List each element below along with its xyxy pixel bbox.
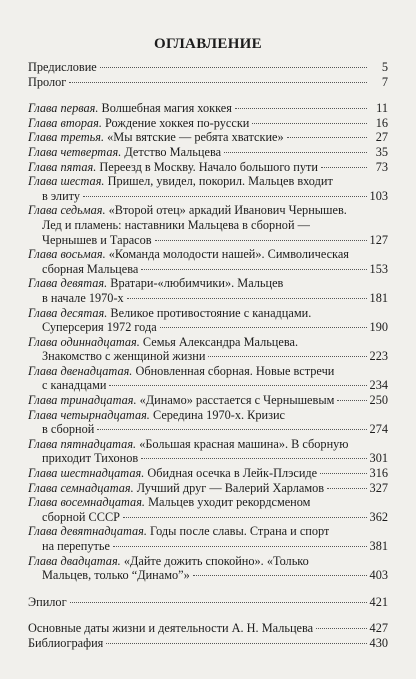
chapter-entry[interactable] bbox=[28, 101, 388, 116]
chapter-line bbox=[28, 189, 388, 204]
dot-leader bbox=[160, 327, 367, 328]
chapter-line bbox=[28, 145, 388, 160]
chapter-entry[interactable] bbox=[28, 145, 388, 160]
chapter-text bbox=[28, 335, 298, 350]
front-matter bbox=[28, 60, 388, 89]
page-number: 35 bbox=[375, 144, 388, 159]
chapter-label: Глава пятнадцатая. bbox=[28, 436, 137, 451]
chapter-text: Лед и пламень: наставники Мальцева в сборной — bbox=[42, 217, 310, 232]
dot-leader bbox=[235, 108, 367, 109]
dot-leader bbox=[141, 269, 366, 270]
chapter-title: «Команда молодости нашей». Символическая bbox=[108, 247, 349, 262]
chapter-title: «Мы вятские — ребята хватские» bbox=[107, 130, 284, 145]
dot-leader bbox=[123, 517, 367, 518]
chapter-line bbox=[28, 320, 388, 335]
dot-leader bbox=[83, 196, 367, 197]
chapter-text: Мальцев, только “Динамо”» bbox=[42, 568, 190, 583]
chapter-title: «Динамо» расстается с Чернышевым bbox=[139, 393, 335, 408]
chapter-title: «Большая красная машина». В сборную bbox=[139, 436, 349, 451]
page-number: 430 bbox=[369, 635, 388, 650]
chapter-label: Глава третья. bbox=[28, 130, 105, 145]
chapter-entry[interactable] bbox=[28, 481, 388, 496]
chapter-entry[interactable] bbox=[28, 276, 388, 305]
chapter-title: Вратари-«любимчики». Мальцев bbox=[110, 276, 284, 291]
chapter-entry[interactable] bbox=[28, 554, 388, 583]
chapter-label: Глава семнадцатая. bbox=[28, 480, 134, 495]
page-number: 73 bbox=[375, 159, 388, 174]
chapter-label: Глава тринадцатая. bbox=[28, 393, 137, 408]
chapter-label: Глава восемнадцатая. bbox=[28, 495, 145, 510]
chapter-text bbox=[28, 393, 334, 408]
chapter-line bbox=[28, 306, 388, 321]
dot-leader bbox=[97, 429, 366, 430]
chapter-title: Великое противостояние с канадцами. bbox=[110, 305, 312, 320]
chapter-text bbox=[28, 306, 311, 321]
chapter-text bbox=[28, 408, 285, 423]
chapter-line bbox=[28, 262, 388, 277]
entry-title: Пролог bbox=[28, 74, 67, 89]
toc-entry-dates[interactable] bbox=[28, 621, 388, 636]
chapter-entry[interactable] bbox=[28, 524, 388, 553]
chapter-label: Глава двенадцатая. bbox=[28, 363, 133, 378]
toc-title: ОГЛАВЛЕНИЕ bbox=[154, 36, 262, 52]
chapter-line bbox=[28, 554, 388, 569]
chapter-text bbox=[28, 495, 310, 510]
chapter-line bbox=[28, 510, 388, 525]
chapter-label: Глава шестая. bbox=[28, 174, 105, 189]
chapter-label: Глава девятнадцатая. bbox=[28, 524, 147, 539]
page-number: 190 bbox=[369, 320, 388, 335]
dot-leader bbox=[337, 400, 366, 401]
dot-leader bbox=[113, 546, 367, 547]
chapter-entry[interactable] bbox=[28, 495, 388, 524]
chapter-label: Глава вторая. bbox=[28, 115, 102, 130]
chapter-title: Семья Александра Мальцева. bbox=[142, 334, 299, 349]
dot-leader bbox=[316, 628, 366, 629]
chapter-title: «Дайте дожить спокойно». «Только bbox=[123, 553, 309, 568]
page-number: 7 bbox=[381, 74, 388, 89]
dot-leader bbox=[321, 167, 367, 168]
chapter-entry[interactable] bbox=[28, 364, 388, 393]
chapter-line bbox=[28, 101, 388, 116]
chapter-text bbox=[28, 247, 349, 262]
chapter-line bbox=[28, 422, 388, 437]
page-number: 381 bbox=[369, 539, 388, 553]
chapter-label: Глава седьмая. bbox=[28, 203, 106, 218]
chapter-text bbox=[28, 364, 334, 379]
chapter-text: Знакомство с женщиной жизни bbox=[42, 349, 206, 364]
chapter-title: Обидная осечка в Лейк-Плэсиде bbox=[147, 466, 318, 481]
chapter-line bbox=[28, 349, 388, 364]
chapter-line bbox=[28, 116, 388, 131]
chapter-entry[interactable] bbox=[28, 130, 388, 145]
chapter-label: Глава четвертая. bbox=[28, 144, 122, 159]
chapter-entry[interactable] bbox=[28, 466, 388, 481]
chapter-title: Переезд в Москву. Начало большого пути bbox=[99, 159, 318, 174]
chapter-line bbox=[28, 364, 388, 379]
page-number: 127 bbox=[369, 232, 388, 247]
chapter-text: приходит Тихонов bbox=[42, 451, 139, 466]
chapter-text: в сборной bbox=[42, 422, 95, 437]
chapter-line bbox=[28, 393, 388, 408]
chapter-entry[interactable] bbox=[28, 203, 388, 247]
page-number: 223 bbox=[369, 349, 388, 364]
chapter-entry[interactable] bbox=[28, 247, 388, 276]
chapter-label: Глава двадцатая. bbox=[28, 553, 121, 568]
chapter-line bbox=[28, 437, 388, 452]
dot-leader bbox=[208, 356, 366, 357]
page-number: 153 bbox=[369, 261, 388, 276]
chapter-text: с канадцами bbox=[42, 378, 107, 393]
chapter-text: Чернышев и Тарасов bbox=[42, 232, 152, 247]
chapter-text: в элиту bbox=[42, 188, 81, 203]
chapter-line bbox=[28, 130, 388, 145]
chapter-text bbox=[28, 524, 329, 539]
chapter-title: Середина 1970-х. Кризис bbox=[152, 407, 285, 422]
chapter-text bbox=[28, 160, 318, 175]
page-number: 16 bbox=[375, 115, 388, 130]
toc-entry-preface[interactable] bbox=[28, 60, 388, 75]
chapter-line bbox=[28, 378, 388, 393]
page-number: 362 bbox=[369, 509, 388, 524]
dot-leader bbox=[327, 488, 366, 489]
chapter-title: Лучший друг — Валерий Харламов bbox=[136, 480, 325, 495]
toc-entry-prologue[interactable] bbox=[28, 75, 388, 90]
chapter-entry[interactable] bbox=[28, 160, 388, 175]
dot-leader bbox=[69, 82, 367, 83]
chapter-entry[interactable] bbox=[28, 437, 388, 466]
entry-title: Предисловие bbox=[28, 60, 97, 74]
chapter-text bbox=[28, 101, 232, 116]
dot-leader bbox=[320, 473, 366, 474]
chapter-title: «Второй отец» аркадий Иванович Чернышев. bbox=[108, 203, 347, 218]
chapter-entry[interactable] bbox=[28, 335, 388, 364]
page-number: 316 bbox=[369, 466, 388, 481]
chapter-title: Обновленная сборная. Новые встречи bbox=[135, 363, 335, 378]
entry-title: Библиография bbox=[28, 635, 104, 650]
chapter-entry[interactable] bbox=[28, 174, 388, 203]
chapter-line bbox=[28, 291, 388, 306]
dot-leader bbox=[193, 575, 367, 576]
back-matter bbox=[28, 621, 388, 650]
chapter-label: Глава восьмая. bbox=[28, 247, 106, 262]
chapter-line bbox=[28, 174, 388, 189]
table-of-contents bbox=[28, 60, 388, 651]
page-number: 27 bbox=[375, 130, 388, 145]
chapter-line bbox=[28, 218, 388, 233]
entry-title: Эпилог bbox=[28, 594, 67, 609]
page-number: 403 bbox=[369, 568, 388, 583]
chapter-line bbox=[28, 466, 388, 481]
page-number: 11 bbox=[376, 101, 388, 116]
dot-leader bbox=[155, 240, 367, 241]
chapter-text: Суперсерия 1972 года bbox=[42, 320, 157, 335]
chapter-label: Глава пятая. bbox=[28, 159, 97, 174]
chapter-title: Пришел, увидел, покорил. Мальцев входит bbox=[107, 174, 333, 189]
page-number: 250 bbox=[369, 393, 388, 408]
chapter-list bbox=[28, 101, 388, 583]
chapter-line bbox=[28, 539, 388, 554]
chapter-text bbox=[28, 174, 333, 189]
chapter-entry[interactable] bbox=[28, 393, 388, 408]
dot-leader bbox=[100, 67, 367, 68]
chapter-entry[interactable] bbox=[28, 116, 388, 131]
chapter-entry[interactable] bbox=[28, 408, 388, 437]
chapter-line bbox=[28, 481, 388, 496]
page-number: 103 bbox=[369, 188, 388, 203]
chapter-line bbox=[28, 495, 388, 510]
chapter-line bbox=[28, 276, 388, 291]
chapter-text bbox=[28, 130, 284, 145]
chapter-label: Глава четырнадцатая. bbox=[28, 407, 150, 422]
dot-leader bbox=[252, 123, 367, 124]
chapter-text: сборной СССР bbox=[42, 509, 120, 524]
chapter-title: Рождение хоккея по-русски bbox=[105, 115, 250, 130]
chapter-title: Волшебная магия хоккея bbox=[101, 101, 232, 116]
page-number: 181 bbox=[369, 290, 388, 305]
chapter-entry[interactable] bbox=[28, 306, 388, 335]
chapter-title: Годы после славы. Страна и спорт bbox=[150, 524, 330, 539]
chapter-label: Глава десятая. bbox=[28, 305, 108, 320]
dot-leader bbox=[141, 458, 366, 459]
chapter-text bbox=[28, 437, 349, 452]
chapter-text bbox=[28, 276, 283, 291]
chapter-line bbox=[28, 160, 388, 175]
chapter-line bbox=[28, 568, 388, 583]
page-number: 427 bbox=[369, 621, 388, 636]
chapter-line bbox=[28, 203, 388, 218]
dot-leader bbox=[287, 137, 367, 138]
page-number: 421 bbox=[369, 594, 388, 609]
chapter-label: Глава одиннадцатая. bbox=[28, 334, 140, 349]
page-number: 234 bbox=[369, 378, 388, 393]
chapter-line bbox=[28, 524, 388, 539]
chapter-text bbox=[28, 145, 221, 160]
chapter-label: Глава шестнадцатая. bbox=[28, 466, 145, 481]
chapter-line bbox=[28, 247, 388, 262]
chapter-title: Детство Мальцева bbox=[124, 144, 222, 159]
chapter-line bbox=[28, 233, 388, 248]
dot-leader bbox=[224, 152, 367, 153]
chapter-text: в начале 1970-х bbox=[42, 290, 124, 305]
chapter-text bbox=[28, 481, 324, 496]
dot-leader bbox=[70, 602, 367, 603]
toc-entry-epilogue[interactable] bbox=[28, 595, 388, 610]
dot-leader bbox=[109, 385, 366, 386]
chapter-text bbox=[28, 554, 309, 569]
chapter-title: Мальцев уходит рекордсменом bbox=[148, 495, 311, 510]
epilog-section bbox=[28, 595, 388, 610]
chapter-label: Глава первая. bbox=[28, 101, 99, 116]
entry-title: Основные даты жизни и деятельности А. Н. Мальцева bbox=[28, 621, 314, 636]
dot-leader bbox=[106, 643, 366, 644]
chapter-text bbox=[28, 116, 249, 131]
chapter-text bbox=[28, 203, 347, 218]
chapter-line bbox=[28, 451, 388, 466]
chapter-text bbox=[28, 466, 317, 481]
page-number: 301 bbox=[369, 451, 388, 466]
page-number: 5 bbox=[381, 60, 388, 74]
toc-entry-bibliography[interactable] bbox=[28, 636, 388, 651]
page-number: 274 bbox=[369, 422, 388, 437]
chapter-line bbox=[28, 335, 388, 350]
chapter-text: сборная Мальцева bbox=[42, 261, 139, 276]
page-number: 327 bbox=[369, 480, 388, 495]
chapter-label: Глава девятая. bbox=[28, 276, 108, 291]
chapter-line bbox=[28, 408, 388, 423]
chapter-text: на перепутье bbox=[42, 539, 110, 553]
dot-leader bbox=[127, 298, 367, 299]
